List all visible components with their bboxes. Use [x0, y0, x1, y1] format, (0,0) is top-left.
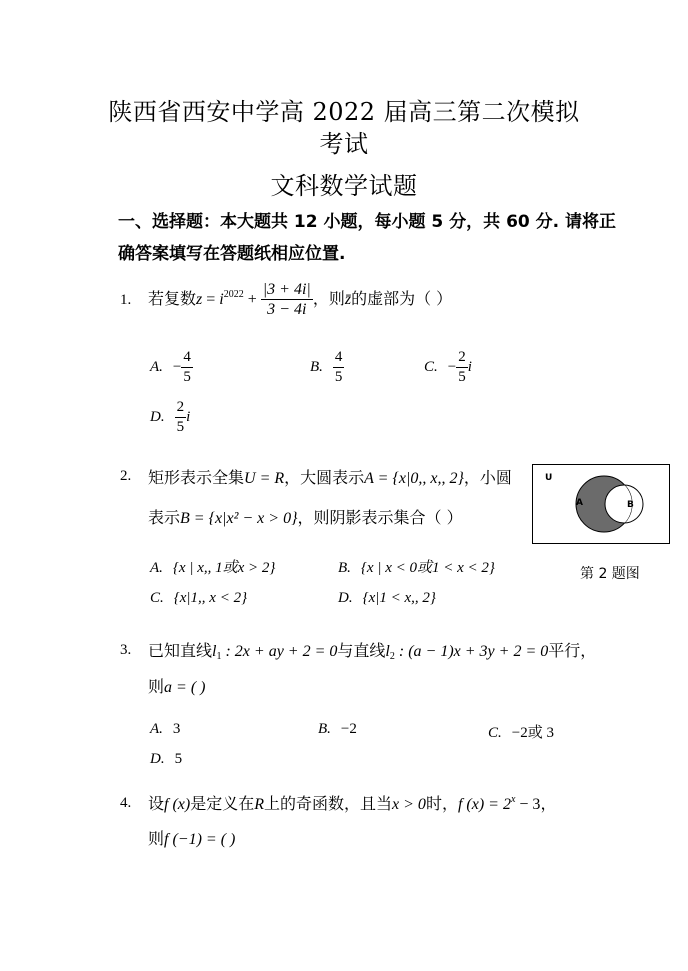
q3-math: a = ( )	[164, 679, 206, 696]
option-label: D.	[338, 590, 353, 606]
q3-option-d[interactable]	[150, 751, 182, 768]
q4-text: 时，	[425, 794, 458, 813]
option-den: 5	[334, 369, 343, 385]
q3-math: l	[212, 643, 217, 660]
q4-text: 设	[148, 794, 165, 813]
option-num: 2	[456, 348, 468, 368]
q3-sub: 2	[389, 651, 395, 662]
option-label: C.	[150, 590, 164, 606]
q3-option-b[interactable]	[318, 721, 357, 738]
figure-caption: 第 2 题图	[580, 566, 640, 582]
q1-fraction	[261, 280, 313, 319]
question-2-stem-line2	[148, 505, 463, 528]
q4-math: x > 0	[392, 796, 426, 813]
q1-eq: =	[202, 291, 220, 308]
option-den: 5	[183, 369, 191, 385]
q4-text: 则	[148, 829, 165, 848]
q4-math: R	[254, 796, 265, 813]
option-den: 5	[458, 369, 466, 385]
q2-option-b[interactable]	[338, 556, 495, 577]
option-tail: i	[186, 408, 191, 425]
option-den: 5	[176, 419, 185, 435]
q2-option-a[interactable]	[150, 556, 275, 577]
q2-text: ，小圆	[463, 468, 512, 487]
option-label: D.	[150, 751, 165, 767]
option-num: 4	[333, 348, 345, 368]
venn-label-u: U	[545, 473, 553, 483]
q3-math: l	[385, 643, 390, 660]
q2-math: B = {x|x² − x > 0}	[180, 510, 298, 527]
q1-i: i	[219, 291, 224, 308]
option-text: {x|1 < x,, 2}	[362, 590, 436, 606]
q4-exp: x	[510, 794, 516, 805]
question-2-stem-line1	[148, 465, 512, 488]
q1-suffix: ，则	[312, 289, 345, 308]
option-label: D.	[150, 408, 165, 425]
q4-math: − 3	[515, 796, 541, 813]
option-label: B.	[318, 721, 331, 737]
option-text: −2	[340, 721, 357, 737]
option-sign: −	[172, 358, 182, 375]
q2-math: U = R	[244, 470, 285, 487]
q2-text: ，则阴影表示集合（ ）	[297, 508, 463, 527]
q2-text: ，大圆表示	[284, 468, 365, 487]
option-label: B.	[338, 560, 351, 576]
option-text: −2或 3	[511, 725, 554, 741]
option-num: 4	[181, 348, 193, 368]
q3-text: 与直线	[337, 641, 386, 660]
q1-prefix: 若复数	[148, 289, 197, 308]
option-text: {x | x,, 1或x > 2}	[172, 560, 276, 576]
q2-option-c[interactable]	[150, 590, 247, 607]
q4-text: ，	[540, 794, 557, 813]
question-2-number: 2.	[120, 468, 132, 484]
q1-option-c[interactable]	[424, 348, 472, 387]
q2-text: 矩形表示全集	[148, 468, 245, 487]
q3-option-c[interactable]	[488, 721, 554, 742]
q4-text: 上的奇函数，且当	[264, 794, 393, 813]
option-label: A.	[150, 721, 163, 737]
q2-text: 表示	[148, 508, 181, 527]
q1-plus: +	[243, 291, 261, 308]
option-text: {x | x < 0或1 < x < 2}	[360, 560, 495, 576]
question-4-number: 4.	[120, 795, 132, 811]
q4-math: f (x) = 2	[457, 796, 511, 813]
q1-option-d[interactable]	[150, 398, 190, 437]
option-label: C.	[424, 358, 438, 375]
q3-option-a[interactable]	[150, 721, 180, 738]
option-text: {x|1,, x < 2}	[173, 590, 248, 606]
q2-option-d[interactable]	[338, 590, 436, 607]
q4-text: 是定义在	[190, 794, 255, 813]
q1-frac-den: 3 − 4i	[267, 301, 307, 318]
section-header-line2: 确答案填写在答题纸相应位置.	[118, 244, 346, 264]
q1-suffix2: 的虚部为（ ）	[351, 289, 453, 308]
q1-frac-num: |3 + 4i|	[262, 281, 311, 298]
q4-math: f (−1) = ( )	[164, 831, 236, 848]
question-4-stem-line1	[148, 791, 556, 814]
option-text: 5	[174, 751, 183, 767]
page-title-line2: 考试	[319, 130, 369, 158]
question-3-number: 3.	[120, 642, 132, 658]
option-label: B.	[310, 358, 323, 375]
q3-text: 则	[148, 677, 165, 696]
q3-text: 已知直线	[148, 641, 213, 660]
question-1-stem	[148, 280, 452, 319]
q3-sub: 1	[216, 651, 222, 662]
option-label: A.	[150, 358, 163, 375]
q3-math: : 2x + ay + 2 = 0	[221, 643, 338, 660]
question-3-stem-line1	[148, 638, 596, 662]
q2-math: A = {x|0,, x,, 2}	[364, 470, 464, 487]
venn-label-b: B	[627, 500, 634, 510]
q1-option-b[interactable]	[310, 348, 344, 387]
q1-z: z	[196, 291, 203, 308]
option-tail: i	[467, 358, 472, 375]
question-3-stem-line2	[148, 674, 205, 697]
q3-text: 平行，	[548, 641, 597, 660]
q4-math: f (x)	[164, 796, 191, 813]
q1-zbar: z̄	[344, 291, 352, 308]
option-num: 2	[175, 398, 187, 418]
page-title: 陕西省西安中学高 2022 届高三第二次模拟	[108, 98, 580, 126]
q3-math: : (a − 1)x + 3y + 2 = 0	[394, 643, 549, 660]
question-1-number: 1.	[120, 292, 132, 308]
option-text: 3	[172, 721, 181, 737]
option-label: C.	[488, 725, 502, 741]
option-sign: −	[447, 358, 457, 375]
venn-label-a: A	[576, 498, 583, 508]
option-label: A.	[150, 560, 163, 576]
q1-exp: 2022	[223, 289, 244, 300]
section-header: 一、选择题：本大题共 12 小题，每小题 5 分，共 60 分. 请将正	[118, 212, 617, 232]
page-subtitle: 文科数学试题	[270, 172, 418, 200]
q1-option-a[interactable]	[150, 348, 193, 387]
venn-diagram	[532, 464, 670, 544]
question-4-stem-line2	[148, 826, 235, 849]
